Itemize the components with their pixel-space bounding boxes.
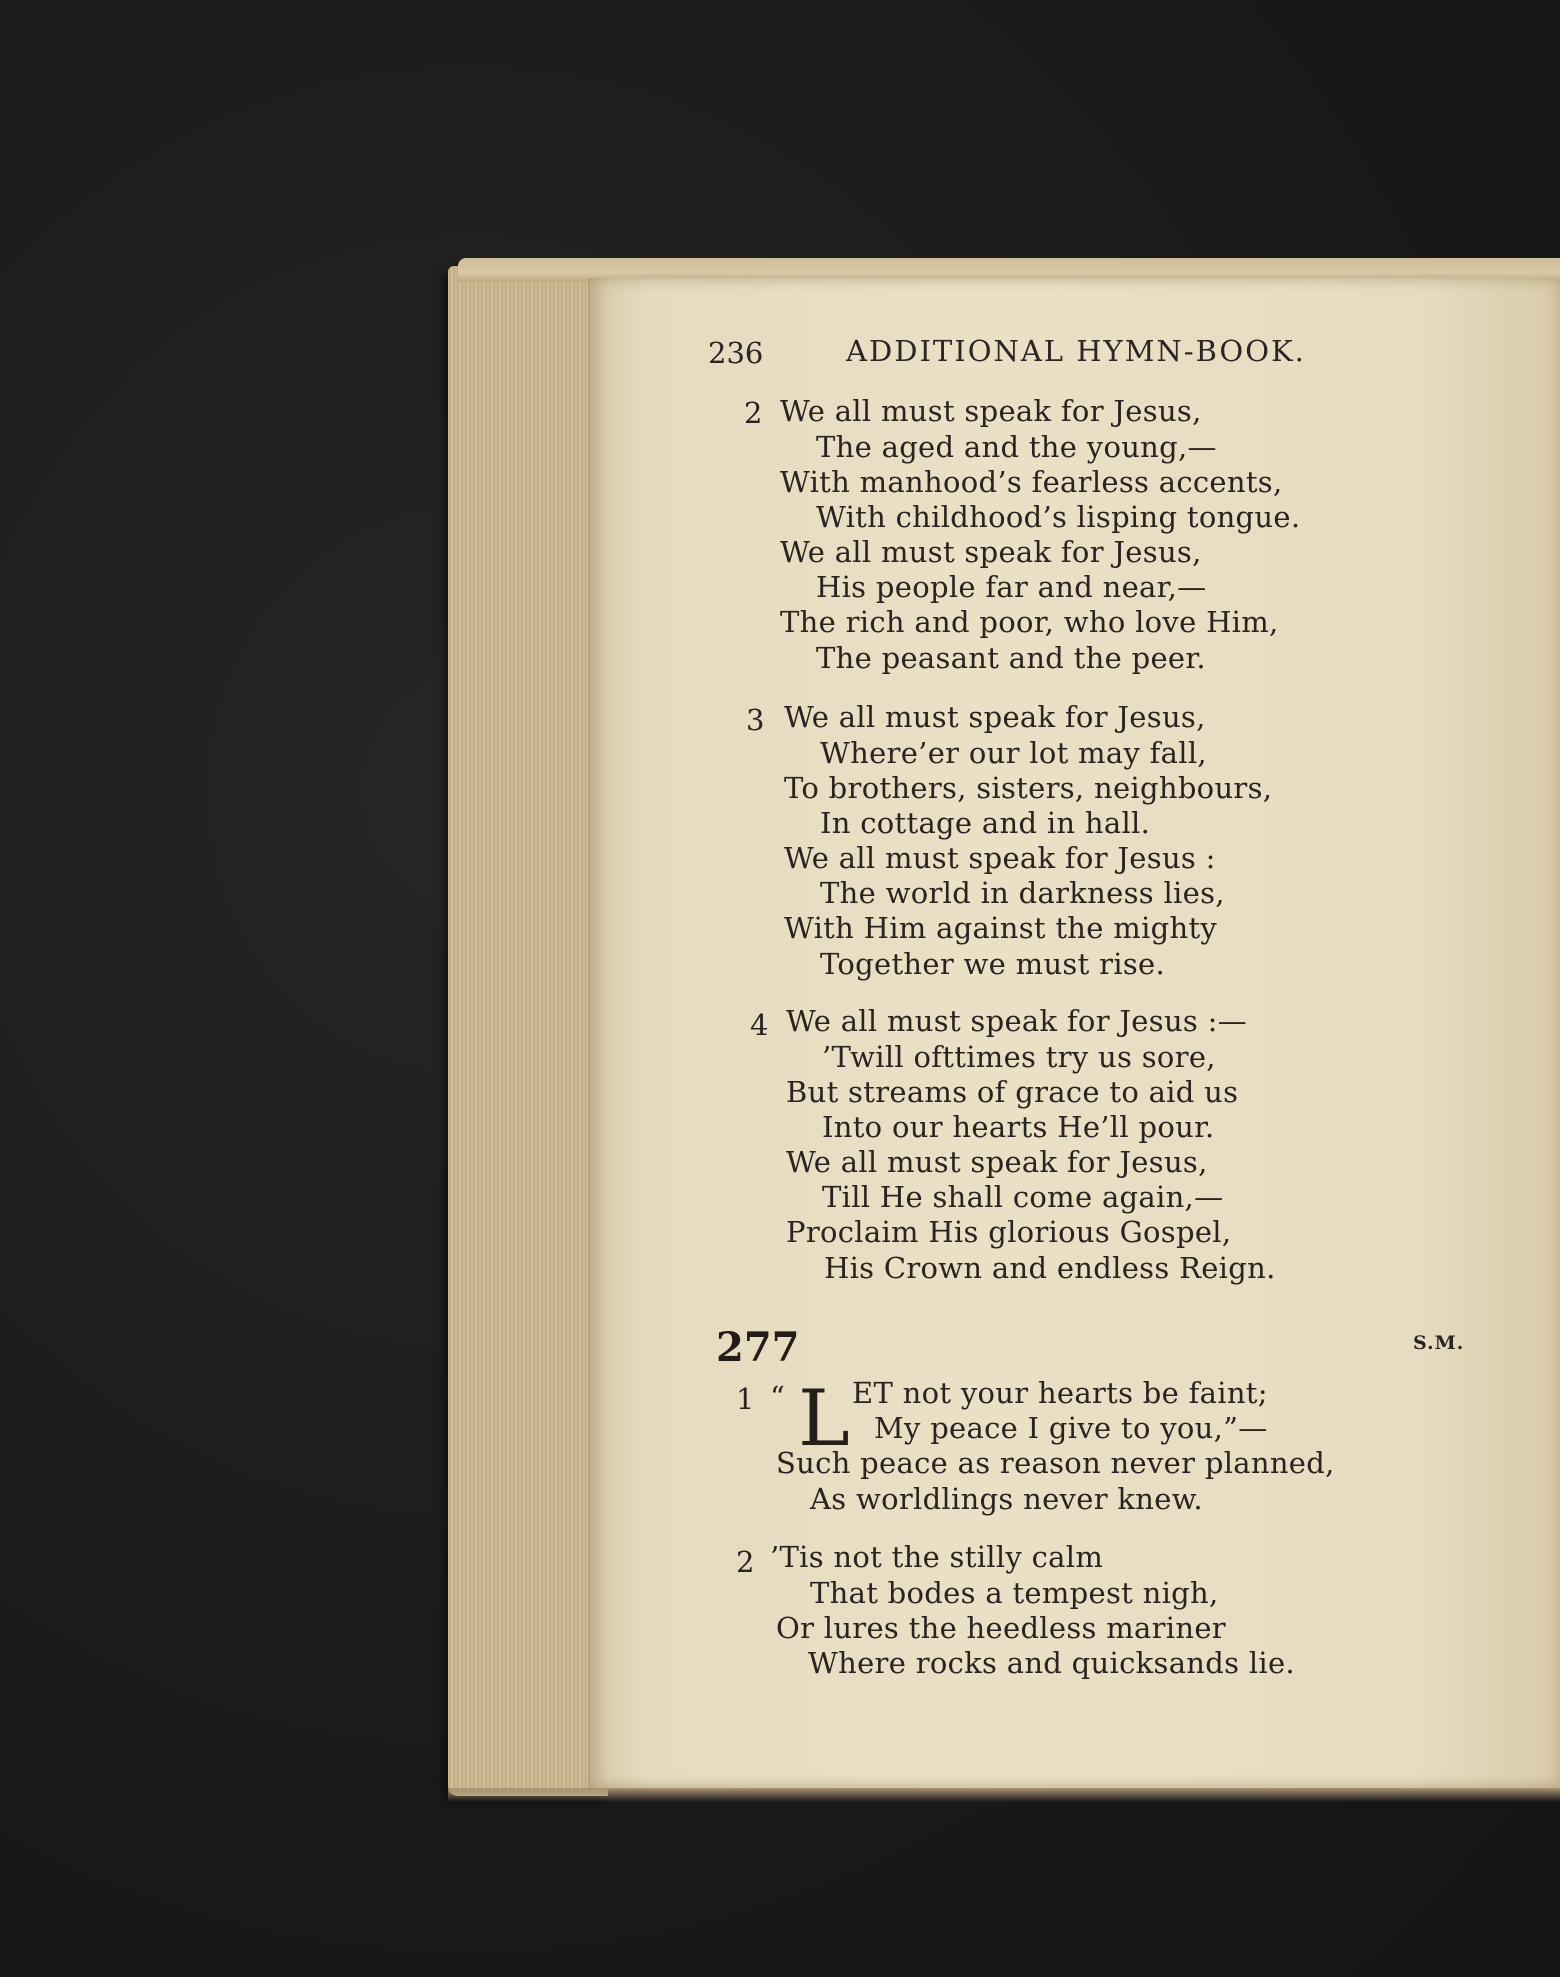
verse-line: Such peace as reason never planned, [776,1446,1335,1480]
verse-line: With Him against the mighty [784,911,1218,945]
verse-line: Till He shall come again,— [822,1180,1224,1214]
verse-line: That bodes a tempest nigh, [810,1576,1219,1610]
verse-line: ET not your hearts be faint; [852,1376,1268,1410]
verse-line: With childhood’s lisping tongue. [816,500,1301,534]
verse-line: ’Tis not the stilly calm [770,1540,1104,1574]
hymn-number: 277 [716,1324,800,1371]
verse-number: 2 [736,1545,755,1579]
verse-line: His people far and near,— [816,570,1207,604]
verse-line: We all must speak for Jesus, [786,1145,1208,1179]
verse-line: We all must speak for Jesus, [780,535,1202,569]
verse-line: The peasant and the peer. [816,641,1206,675]
verse-line: Proclaim His glorious Gospel, [786,1215,1232,1249]
verse-line: My peace I give to you,”— [874,1411,1268,1445]
verse-line: ’Twill ofttimes try us sore, [822,1040,1216,1074]
verse-line: Where’er our lot may fall, [820,736,1207,770]
opening-quote: “ [770,1380,786,1414]
verse-line: Together we must rise. [820,947,1165,981]
verse-line: We all must speak for Jesus : [784,841,1216,875]
page-edges [448,266,608,1796]
verse-line: As worldlings never knew. [810,1482,1203,1516]
verse-line: We all must speak for Jesus, [780,394,1202,428]
verse-line: We all must speak for Jesus :— [786,1004,1247,1038]
drop-cap: L [798,1374,850,1464]
verse-line: His Crown and endless Reign. [824,1251,1276,1285]
verse-line: To brothers, sisters, neighbours, [784,771,1273,805]
verse-line: In cottage and in hall. [820,806,1151,840]
verse-line: Into our hearts He’ll pour. [822,1110,1215,1144]
page-number: 236 [708,336,764,370]
verse-number: 1 [736,1382,755,1416]
verse-number: 2 [744,396,763,430]
verse-number: 3 [746,703,765,737]
verse-line: We all must speak for Jesus, [784,700,1206,734]
running-head-title: ADDITIONAL HYMN-BOOK. [846,334,1306,368]
verse-number: 4 [750,1008,769,1042]
verse-line: The rich and poor, who love Him, [780,605,1279,639]
hymn-meter: S.M. [1413,1332,1465,1354]
verse-line: The world in darkness lies, [820,876,1225,910]
verse-line: Or lures the heedless mariner [776,1611,1226,1645]
verse-line: Where rocks and quicksands lie. [808,1646,1295,1680]
bottom-edge-shadow [448,1788,1560,1802]
verse-line: With manhood’s fearless accents, [780,465,1283,499]
verse-line: But streams of grace to aid us [786,1075,1239,1109]
verse-line: The aged and the young,— [816,430,1217,464]
